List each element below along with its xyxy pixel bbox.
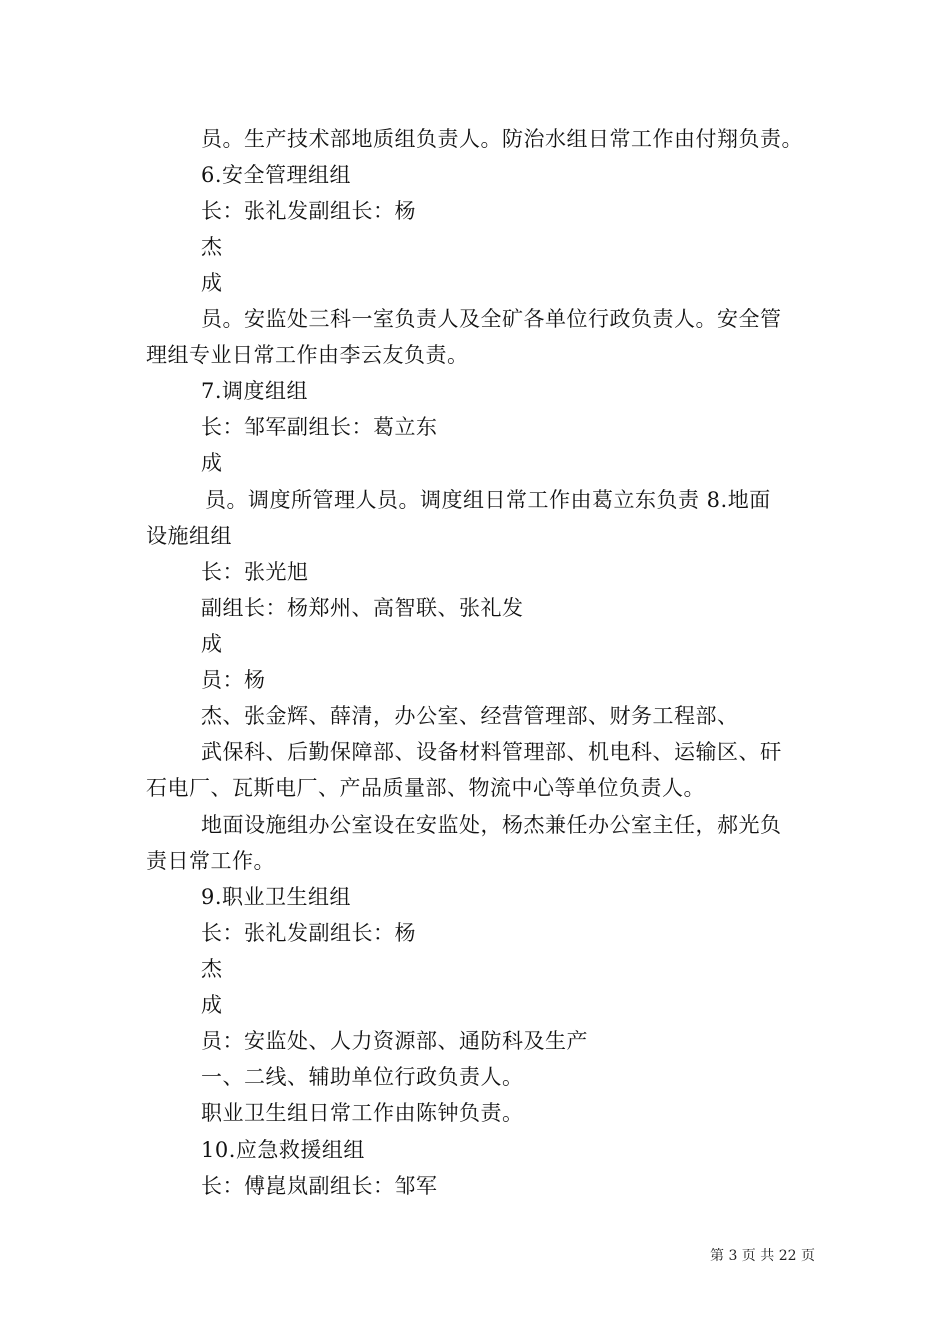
text-line: 成: [201, 632, 223, 656]
text-line: 石电厂、瓦斯电厂、产品质量部、物流中心等单位负责人。: [146, 776, 705, 800]
text-line: 长：邹军副组长：葛立东: [201, 415, 438, 439]
text-line: 职业卫生组日常工作由陈钟负责。: [201, 1101, 524, 1125]
text-line: 员。调度所管理人员。调度组日常工作由葛立东负责 8.地面: [205, 488, 771, 512]
text-line: 副组长：杨郑州、高智联、张礼发: [201, 596, 524, 620]
text-line: 成: [201, 451, 223, 475]
section-heading: 7.调度组组: [201, 379, 309, 403]
text-line: 杰: [201, 957, 223, 981]
text-line: 员：杨: [201, 668, 266, 692]
text-line: 杰: [201, 235, 223, 259]
text-line: 长：张礼发副组长：杨: [201, 199, 416, 223]
text-line: 责日常工作。: [146, 849, 275, 873]
section-heading: 9.职业卫生组组: [201, 885, 352, 909]
section-heading: 10.应急救援组组: [201, 1138, 365, 1162]
text-line: 设施组组: [146, 524, 232, 548]
text-line: 长：傅崑岚副组长：邹军: [201, 1174, 438, 1198]
section-heading: 6.安全管理组组: [201, 163, 352, 187]
text-line: 成: [201, 993, 223, 1017]
text-line: 长：张礼发副组长：杨: [201, 921, 416, 945]
text-line: 员。生产技术部地质组负责人。防治水组日常工作由付翔负责。: [201, 127, 803, 151]
text-line: 武保科、后勤保障部、设备材料管理部、机电科、运输区、矸: [201, 740, 782, 764]
text-line: 理组专业日常工作由李云友负责。: [146, 343, 469, 367]
text-line: 员：安监处、人力资源部、通防科及生产: [201, 1029, 588, 1053]
text-line: 一、二线、辅助单位行政负责人。: [201, 1065, 524, 1089]
text-line: 成: [201, 271, 223, 295]
text-line: 地面设施组办公室设在安监处，杨杰兼任办公室主任，郝光负: [201, 813, 782, 837]
text-line: 员。安监处三科一室负责人及全矿各单位行政负责人。安全管: [201, 307, 782, 331]
text-line: 长：张光旭: [201, 560, 309, 584]
page-number: 第 3 页 共 22 页: [710, 1248, 815, 1264]
text-line: 杰、张金辉、薛清，办公室、经营管理部、财务工程部、: [201, 704, 739, 728]
